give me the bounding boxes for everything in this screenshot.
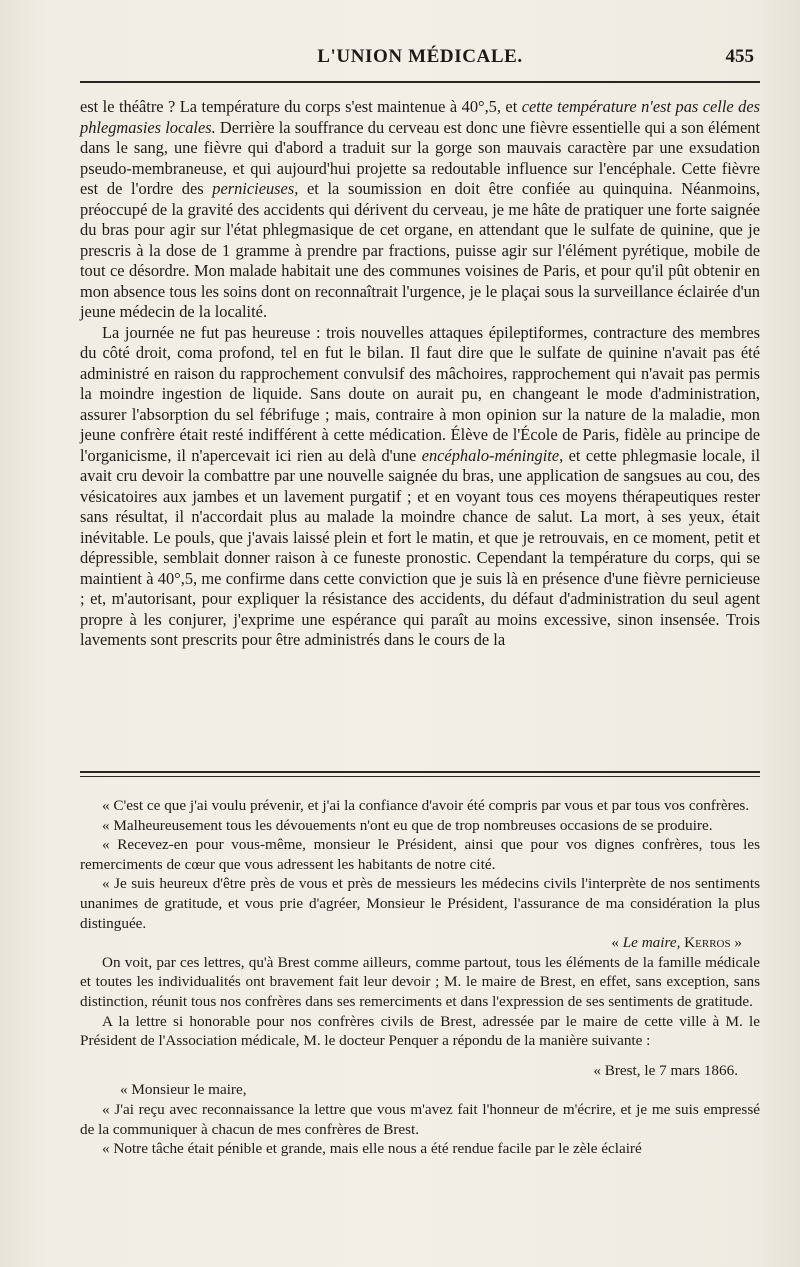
page-header: [80, 46, 760, 72]
article-paragraph: [80, 97, 760, 323]
feuilleton-paragraph: « Malheureusement tous les dévouements n'ont eu que de trop nombreuses occasions de se produire.: [102, 816, 713, 834]
signature-name: Kerros: [684, 934, 731, 952]
header-rule: [80, 81, 760, 83]
italic-run: pernicieuses,: [212, 179, 299, 198]
letter-salutation: « Monsieur le maire,: [120, 1081, 247, 1099]
article-body: [80, 97, 760, 651]
article-paragraph: [80, 323, 760, 651]
feuilleton-paragraph: « C'est ce que j'ai voulu prévenir, et j'ai la confiance d'avoir été compris par vous et par tous vos confrères.: [102, 797, 750, 814]
feuilleton-rule: [80, 771, 760, 777]
page-number: 455: [725, 46, 754, 67]
signature-open: «: [611, 934, 623, 952]
italic-run: cette température n'est pas celle des phlegmasies locales.: [80, 97, 760, 137]
feuilleton-paragraph: On voit, par ces lettres, qu'à Brest comme ailleurs, comme partout, tous les éléments de la famille médicale et toutes les individualités ont bravement fait leur devoir ; M. le maire de Brest, en effet, sans exception, sans distinction, réunit tous nos confrères dans ses remerciments et dans l'expression de ses sentiments de gratitude.: [80, 953, 760, 1010]
italic-run: encéphalo-méningite,: [421, 445, 564, 465]
letter-date: « Brest, le 7 mars 1866.: [593, 1061, 738, 1079]
feuilleton-paragraph: « Notre tâche était pénible et grande, mais elle nous a été rendue facile par le zèle éclairé: [102, 1140, 642, 1158]
running-title: L'UNION MÉDICALE.: [317, 46, 523, 67]
text-run: et cette phlegmasie locale, il avait cru devoir la combattre par une nouvelle saignée du bras, une application de sangsues au cou, des vésicatoires aux jambes et un lavement purgatif ; et en voyant tous ces moyens thérapeutiques rester sans résultat, il n'accordait plus au malade la moindre chance de salut. La mort, à ses yeux, était inévitable. Le pouls, que j'avais laissé plein et fort le matin, et que je retrouvais, en ce moment, petit et dépressible, semblait donner raison à ce funeste pronostic. Cependant la température du corps, qui se maintient à 40°,5, me confirme dans cette conviction que je suis là en présence d'une fièvre pernicieuse ; et, m'autorisant, pour expliquer la résistance des accidents, du défaut d'administration du seul agent propre à les conjurer, j'exprime une espérance qui paraît au moins excessive, sinon insensée. Trois lavements sont prescrits pour être administrés dans le cours de la: [80, 445, 760, 649]
signature-title: Le maire,: [622, 934, 681, 952]
signature-close: »: [730, 934, 742, 952]
text-run: Derrière la souffrance du cerveau est donc une fièvre essentielle qui a son élément dans le sang, une fièvre qui d'abord a traduit sur la gorge son mauvais caractère par une exsudation pseudo-membraneuse, et qui aujourd'hui projette sa redoutable influence sur l'encéphale. Cette fièvre est de l'ordre des: [80, 117, 761, 198]
text-run: et la soumission en doit être confiée au quinquina. Néanmoins, préoccupé de la gravité des accidents qui dérivent du cerveau, je me hâte de pratiquer une forte saignée du bras pour agir sur l'état phlegmasique de cet organe, en attendant que le sulfate de quinine, que je prescris à la dose de 1 gramme à prendre par fractions, puisse agir sur l'élément pyrétique, mobile de tout ce désordre. Mon malade habitait une des communes voisines de Paris, et pour qu'il pût obtenir en mon absence tous les soins dont on reconnaîtrait l'urgence, je le plaçai sous la surveillance éclairée d'un jeune médecin de la localité.: [80, 179, 760, 321]
feuilleton-paragraph: A la lettre si honorable pour nos confrères civils de Brest, adressée par le maire de cette ville à M. le Président de l'Association médicale, M. le docteur Penquer a répondu de la manière suivante :: [80, 1012, 760, 1050]
feuilleton-paragraph: « Je suis heureux d'être près de vous et près de messieurs les médecins civils l'interprète de nos sentiments unanimes de gratitude, et vous prie d'agréer, Monsieur le Président, l'assurance de ma considération la plus distinguée.: [80, 875, 760, 932]
feuilleton-body: [80, 796, 760, 1159]
feuilleton-paragraph: « Recevez-en pour vous-même, monsieur le Président, ainsi que pour vos dignes confrères, tous les remerciments de cœur que vous adressent les habitants de notre cité.: [80, 836, 760, 873]
signature-line: [80, 933, 760, 953]
feuilleton-paragraph: « J'ai reçu avec reconnaissance la lettre que vous m'avez fait l'honneur de m'écrire, et je me suis empressé de la communiquer à chacun de mes confrères de Brest.: [80, 1100, 760, 1138]
text-run: est le théâtre ? La température du corps s'est maintenue à 40°,5, et: [80, 97, 522, 116]
text-run: La journée ne fut pas heureuse : trois nouvelles attaques épileptiformes, contracture des membres du côté droit, coma profond, tel en fut le bilan. Il faut dire que le sulfate de quinine n'avait pas été administré en raison du rapprochement convulsif des mâchoires, rapprochement qui n'avait pas permis la moindre ingestion de liquide. Sans doute on aurait pu, en changeant le mode d'administration, assurer l'absorption du sel fébrifuge ; mais, contraire à mon opinion sur la nature de la maladie, mon jeune confrère était resté indifférent à cette médication. Élève de l'École de Paris, fidèle au principe de l'organicisme, il n'apercevait ici rien au delà d'une: [80, 322, 760, 465]
